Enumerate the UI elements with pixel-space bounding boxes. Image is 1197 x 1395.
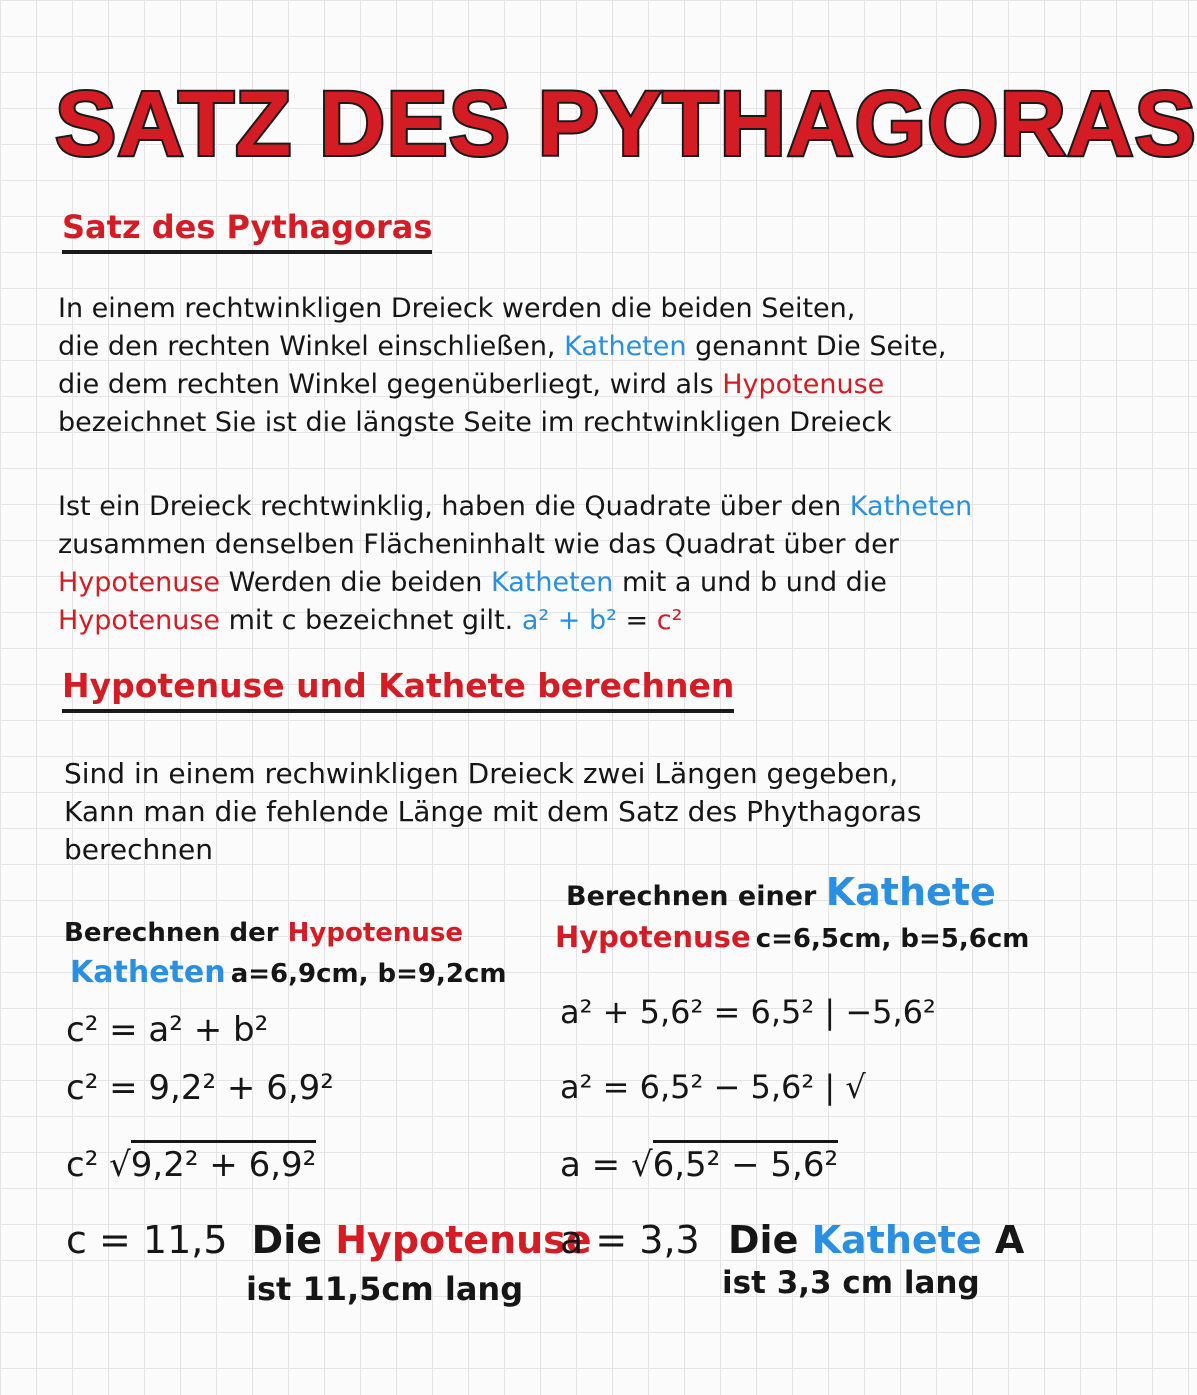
text-segment: die dem rechten Winkel gegenüberliegt, wird als <box>58 369 723 400</box>
right-conclusion-line2: ist 3,3 cm lang <box>722 1265 980 1301</box>
keyword-hypotenuse: Hypotenuse <box>58 605 221 636</box>
left-heading-highlight: Hypotenuse <box>287 918 464 948</box>
text-line <box>58 366 946 404</box>
left-equation-1: c² = a² + b² <box>66 1010 269 1050</box>
section-heading-berechnen: Hypotenuse und Kathete berechnen <box>62 666 734 713</box>
right-given-label: Hypotenuse <box>555 920 751 954</box>
text-segment: bezeichnet Sie ist die längste Seite im rechtwinkligen Dreieck <box>58 407 892 438</box>
text-segment: In einem rechtwinkligen Dreieck werden die beiden Seiten, <box>58 293 856 324</box>
text-line <box>58 328 946 366</box>
keyword-katheten: a² + b² <box>521 605 617 636</box>
right-conclusion-highlight: Kathete <box>811 1218 982 1262</box>
right-equation-3 <box>560 1140 838 1186</box>
text-segment: mit a und b und die <box>613 567 887 598</box>
text-segment: genannt Die Seite, <box>686 331 947 362</box>
paragraph-definition <box>58 290 946 442</box>
right-result-value: a = 3,3 <box>560 1218 700 1262</box>
paragraph-intro <box>64 755 921 869</box>
right-conclusion <box>728 1218 1024 1262</box>
left-equation-2: c² = 9,2² + 6,9² <box>66 1068 334 1108</box>
text-line <box>58 526 972 564</box>
intro-line: Sind in einem rechwinkligen Dreieck zwei Längen gegeben, <box>64 757 899 790</box>
right-column-heading <box>566 870 996 914</box>
right-equation-1: a² + 5,6² = 6,5² | −5,6² <box>560 993 936 1031</box>
text-segment: mit c bezeichnet gilt. <box>220 605 522 636</box>
paragraph-theorem <box>58 488 972 640</box>
keyword-hypotenuse: c² <box>656 605 683 636</box>
left-conclusion-line2: ist 11,5cm lang <box>246 1270 524 1308</box>
left-eq3-radicand: 9,2² + 6,9² <box>131 1140 317 1186</box>
keyword-katheten: Katheten <box>564 331 687 362</box>
right-equation-2: a² = 6,5² − 5,6² | √ <box>560 1068 866 1106</box>
right-result <box>560 1218 700 1262</box>
keyword-hypotenuse: Hypotenuse <box>722 369 885 400</box>
intro-line: berechnen <box>64 833 213 866</box>
left-conclusion-prefix: Die <box>251 1218 336 1262</box>
keyword-katheten: Katheten <box>849 491 973 522</box>
left-heading-prefix: Berechnen der <box>64 918 288 948</box>
text-segment: Werden die beiden <box>220 567 491 598</box>
left-equation-3 <box>66 1140 316 1186</box>
left-result <box>66 1218 592 1262</box>
left-given-values: a=6,9cm, b=9,2cm <box>230 959 507 989</box>
right-conclusion-prefix: Die <box>728 1218 812 1262</box>
left-given <box>70 955 506 990</box>
text-line <box>58 290 946 328</box>
text-line <box>58 404 946 442</box>
right-given <box>555 920 1029 954</box>
text-line <box>58 488 972 526</box>
text-line <box>58 602 972 640</box>
left-conclusion-highlight: Hypotenuse <box>335 1218 592 1262</box>
text-segment: Ist ein Dreieck rechtwinklig, haben die Quadrate über den <box>58 491 850 522</box>
keyword-katheten: Katheten <box>490 567 614 598</box>
intro-line: Kann man die fehlende Länge mit dem Satz des Phythagoras <box>64 795 922 828</box>
text-segment: die den rechten Winkel einschließen, <box>58 331 565 362</box>
right-eq3-radicand: 6,5² − 5,6² <box>653 1140 839 1186</box>
keyword-hypotenuse: Hypotenuse <box>58 567 221 598</box>
left-given-label: Katheten <box>70 955 226 990</box>
text-segment: = <box>616 605 657 636</box>
right-heading-highlight: Kathete <box>825 870 996 914</box>
left-column-heading <box>64 918 463 948</box>
right-heading-prefix: Berechnen einer <box>566 881 826 912</box>
section-heading-satz: Satz des Pythagoras <box>62 208 432 254</box>
left-result-value: c = 11,5 <box>66 1218 228 1262</box>
right-eq3-prefix: a = √ <box>560 1145 653 1185</box>
text-segment: zusammen denselben Flächeninhalt wie das Quadrat über der <box>58 529 899 560</box>
text-line <box>58 564 972 602</box>
page-title: SATZ DES PYTHAGORAS <box>55 73 1197 175</box>
right-conclusion-suffix: A <box>981 1218 1025 1262</box>
right-given-values: c=6,5cm, b=5,6cm <box>755 924 1030 954</box>
left-eq3-prefix: c² √ <box>66 1145 131 1185</box>
